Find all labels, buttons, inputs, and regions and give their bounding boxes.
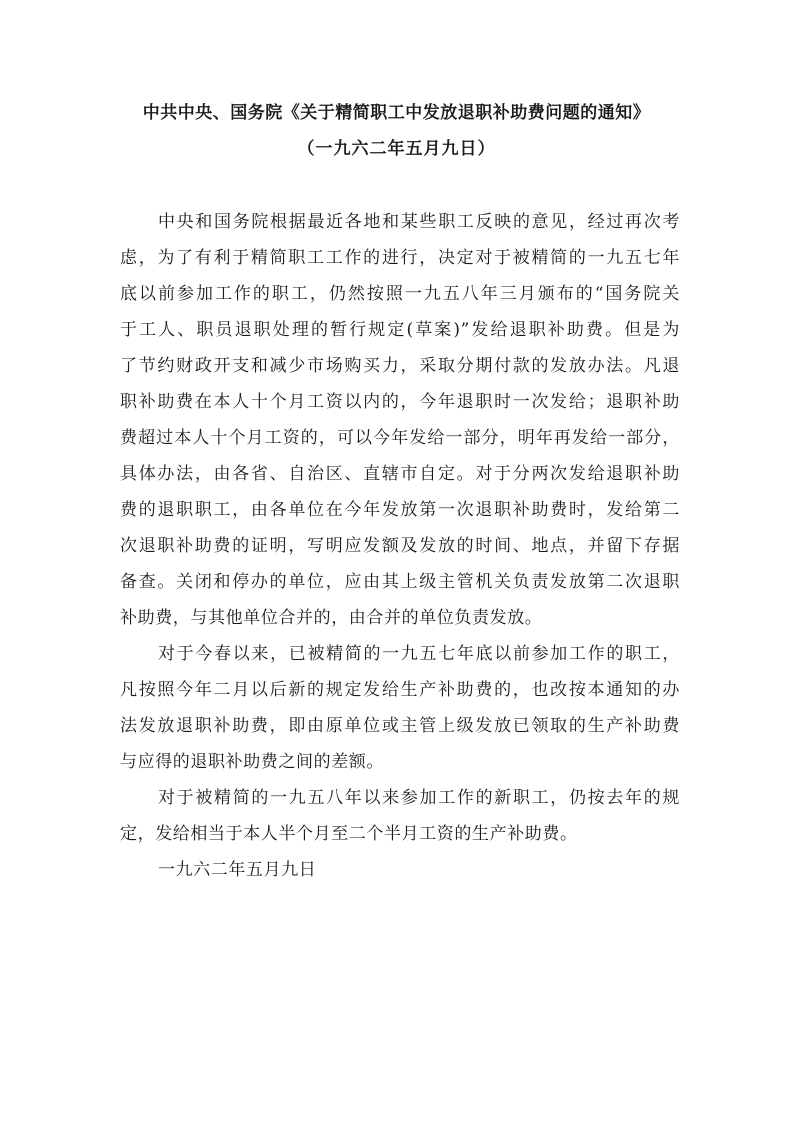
paragraph-2 xyxy=(120,636,680,780)
paragraph-line: 底以前参加工作的职工，仍然按照一九五八年三月颁布的“国务院关 xyxy=(120,284,680,304)
paragraph-line: 具体办法，由各省、自治区、直辖市自定。对于分两次发给退职补助 xyxy=(120,464,680,484)
paragraph-line: 了节约财政开支和减少市场购买力，采取分期付款的发放办法。凡退 xyxy=(120,356,680,376)
paragraph-line: 费超过本人十个月工资的，可以今年发给一部分，明年再发给一部分， xyxy=(120,428,680,448)
paragraph-line: 次退职补助费的证明，写明应发额及发放的时间、地点，并留下存据 xyxy=(120,536,680,556)
document-date-line: （一九六二年五月九日） xyxy=(297,139,496,159)
paragraph-1 xyxy=(120,204,680,636)
closing-date xyxy=(120,852,680,888)
paragraph-line: 凡按照今年二月以后新的规定发给生产补助费的，也改按本通知的办 xyxy=(120,680,680,700)
paragraph-line: 备查。关闭和停办的单位，应由其上级主管机关负责发放第二次退职 xyxy=(120,572,680,592)
paragraph-line: 中央和国务院根据最近各地和某些职工反映的意见，经过再次考 xyxy=(158,212,680,232)
paragraph-line: 费的退职职工，由各单位在今年发放第一次退职补助费时，发给第二 xyxy=(120,500,680,520)
paragraph-3 xyxy=(120,780,680,852)
paragraph-line: 对于被精简的一九五八年以来参加工作的新职工，仍按去年的规 xyxy=(158,788,680,808)
paragraph-line: 补助费，与其他单位合并的，由合并的单位负责发放。 xyxy=(120,608,543,628)
paragraph-line: 职补助费在本人十个月工资以内的，今年退职时一次发给；退职补助 xyxy=(120,392,680,412)
paragraph-line: 虑，为了有利于精简职工工作的进行，决定对于被精简的一九五七年 xyxy=(120,248,680,268)
paragraph-line: 于工人、职员退职处理的暂行规定(草案)”发给退职补助费。但是为 xyxy=(120,320,680,340)
closing-date-line: 一九六二年五月九日 xyxy=(158,860,317,880)
paragraph-line: 与应得的退职补助费之间的差额。 xyxy=(120,752,384,772)
paragraph-line: 定，发给相当于本人半个月至二个半月工资的生产补助费。 xyxy=(120,824,578,844)
document-body xyxy=(120,204,680,888)
document-title: 中共中央、国务院《关于精简职工中发放退职补助费问题的通知》 xyxy=(142,103,651,123)
paragraph-line: 法发放退职补助费，即由原单位或主管上级发放已领取的生产补助费 xyxy=(120,716,680,736)
paragraph-line: 对于今春以来，已被精简的一九五七年底以前参加工作的职工， xyxy=(158,644,680,664)
